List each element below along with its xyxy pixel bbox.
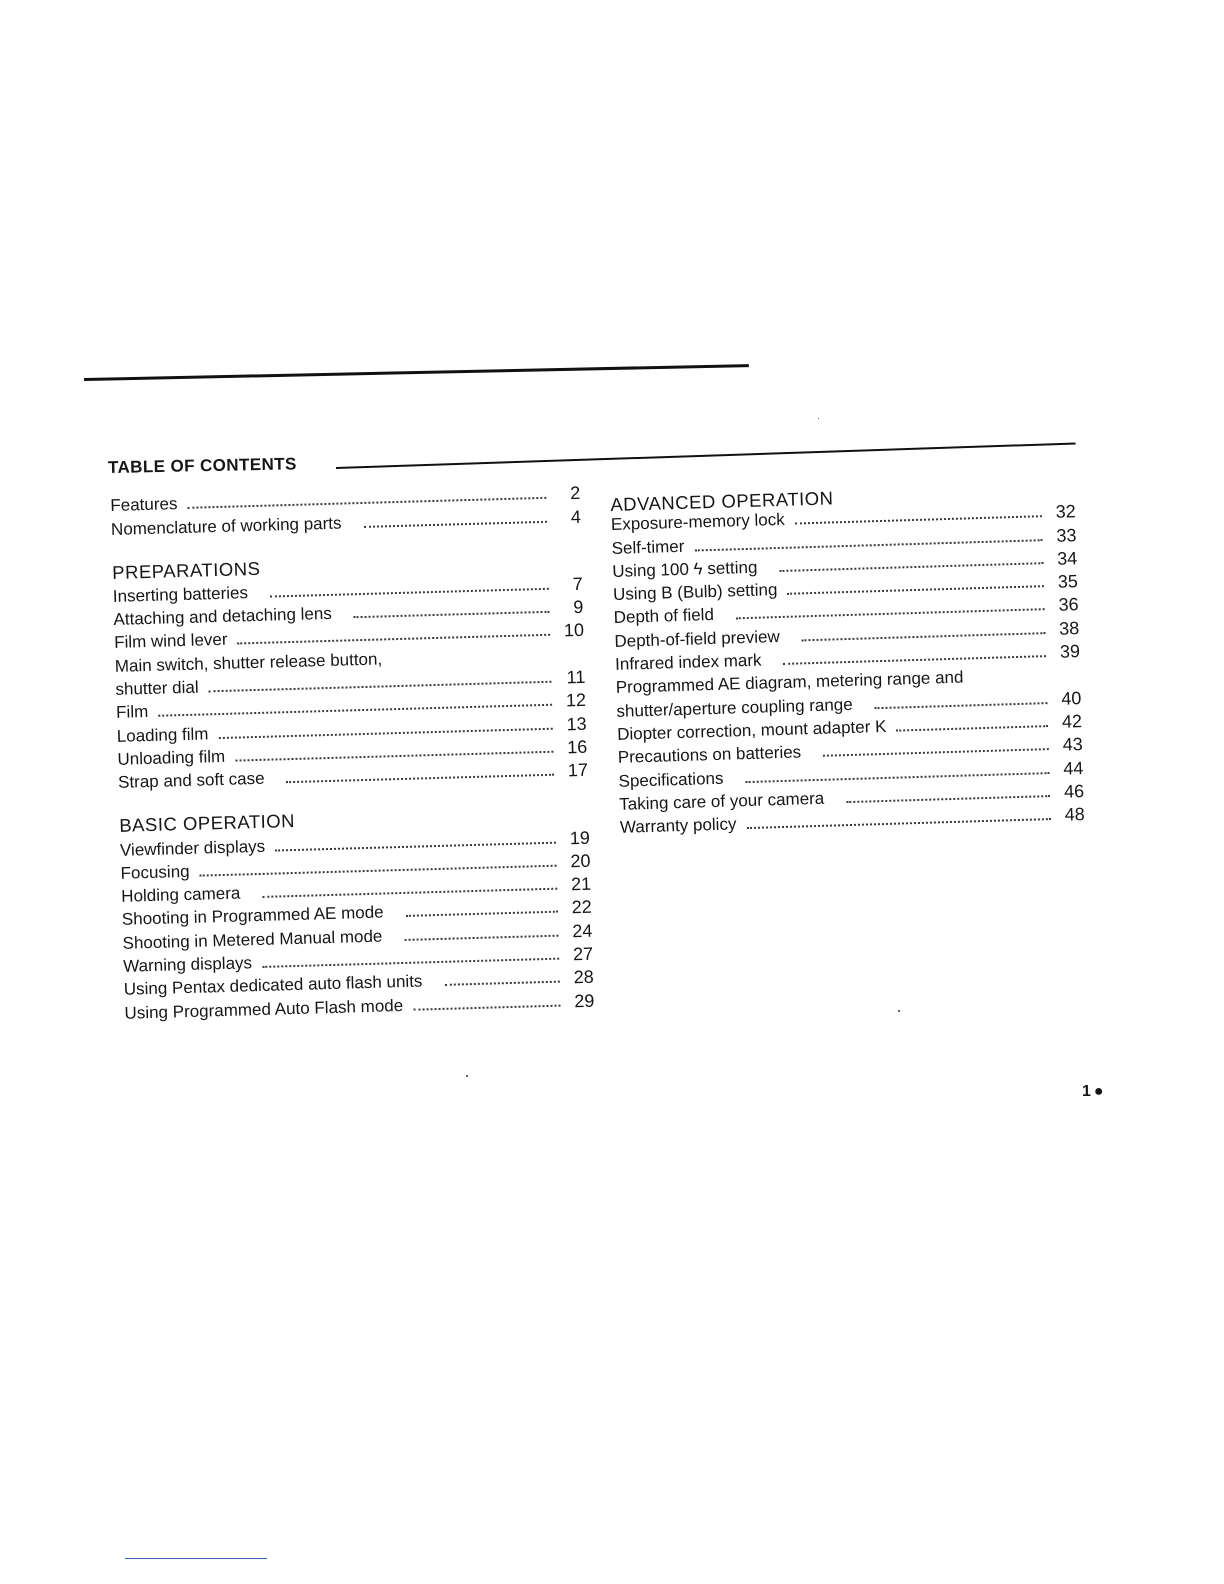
entry-label: shutter/aperture coupling range [616, 694, 853, 721]
entry-page: 17 [567, 760, 589, 781]
toc-left-column [110, 480, 595, 1024]
title-rule [336, 442, 1076, 469]
entry-label: Unloading film [117, 746, 226, 769]
entry-label: shutter dial [115, 677, 199, 699]
dot-leader [875, 700, 1048, 709]
entry-label: Specifications [618, 768, 724, 791]
page-number [1082, 1083, 1104, 1101]
entry-label: Film wind lever [113, 630, 228, 653]
entry-page: 43 [1062, 734, 1083, 755]
bullet-icon: ● [1093, 1083, 1104, 1100]
entry-page: 34 [1056, 548, 1078, 569]
entry-page: 13 [566, 713, 587, 735]
entry-label: Features [110, 494, 178, 516]
entry-label: Self-timer [611, 536, 685, 558]
section-heading-advanced-operation: ADVANCED OPERATION [610, 487, 834, 515]
dot-leader [746, 816, 1050, 829]
entry-page: 40 [1060, 687, 1082, 709]
entry-page: 33 [1056, 524, 1077, 546]
dot-leader [413, 1002, 560, 1010]
dot-leader [404, 932, 558, 940]
entry-label: Using 100 ϟ setting [612, 557, 758, 581]
bottom-edge-line [125, 1558, 267, 1559]
entry-label-line1: Programmed AE diagram, metering range and [615, 667, 964, 698]
entry-page: 42 [1061, 711, 1083, 732]
entry-label: Shooting in Metered Manual mode [122, 926, 383, 953]
entry-page: 28 [573, 967, 594, 988]
entry-label: Depth of field [613, 605, 715, 628]
scan-speck [898, 1010, 900, 1012]
entry-page: 9 [573, 597, 584, 618]
scan-speck [818, 418, 819, 419]
entry-page: 16 [566, 736, 588, 758]
entry-label: Holding camera [121, 883, 241, 906]
dot-leader [354, 609, 550, 618]
entry-label: Using Programmed Auto Flash mode [124, 995, 404, 1023]
entry-page: 36 [1058, 594, 1079, 616]
entry-label: Film [115, 702, 149, 723]
entry-label: Viewfinder displays [119, 836, 266, 860]
entry-page: 20 [570, 850, 591, 872]
entry-page: 44 [1063, 757, 1084, 779]
entry-page: 24 [572, 920, 593, 942]
entry-page: 10 [563, 620, 585, 641]
entry-label: Using B (Bulb) setting [612, 580, 778, 605]
entry-page: 4 [570, 506, 582, 527]
dot-leader [846, 793, 1050, 803]
entry-page: 48 [1064, 804, 1086, 825]
entry-label: Attaching and detaching lens [113, 604, 333, 630]
entry-page: 27 [572, 943, 594, 965]
dot-leader [784, 653, 1047, 665]
entry-page: 12 [565, 690, 587, 711]
entry-page: 11 [566, 666, 586, 688]
entry-label: Nomenclature of working parts [110, 513, 342, 539]
entry-label: Focusing [120, 861, 190, 883]
entry-page: 21 [570, 873, 592, 895]
dot-leader [406, 909, 558, 917]
dot-leader [444, 979, 559, 986]
entry-label: Inserting batteries [112, 583, 249, 606]
toc-title: TABLE OF CONTENTS [107, 454, 297, 477]
entry-label: Shooting in Programmed AE mode [121, 902, 384, 930]
entry-label: Precautions on batteries [617, 742, 802, 768]
entry-page: 2 [569, 483, 581, 504]
entry-label: Diopter correction, mount adapter K [616, 716, 887, 744]
entry-label: Infrared index mark [614, 650, 762, 674]
section-heading-basic-operation: BASIC OPERATION [118, 810, 296, 837]
entry-page: 29 [574, 990, 595, 1011]
entry-page: 39 [1059, 641, 1081, 662]
entry-label: Loading film [116, 724, 209, 746]
entry-label: Exposure-memory lock [610, 510, 786, 535]
top-rule [84, 364, 749, 381]
page-number-value: 1 [1082, 1083, 1091, 1100]
entry-label: Depth-of-field preview [614, 626, 780, 651]
entry-label: Using Pentax dedicated auto flash units [123, 971, 423, 1000]
entry-label: Strap and soft case [117, 769, 265, 793]
entry-label: Taking care of your camera [618, 788, 825, 814]
entry-label: Warning displays [122, 953, 253, 976]
entry-page: 46 [1063, 780, 1085, 802]
entry-label: Warranty policy [619, 814, 737, 838]
entry-page: 32 [1055, 501, 1077, 523]
toc-right-column [610, 478, 1085, 838]
entry-page: 38 [1058, 617, 1080, 639]
entry-page: 19 [569, 827, 591, 848]
dot-leader [363, 518, 546, 527]
scan-speck [466, 1075, 468, 1077]
entry-page: 7 [572, 573, 583, 595]
dot-leader [287, 772, 555, 783]
entry-label-line1: Main switch, shutter release button, [114, 649, 383, 676]
section-heading-preparations: PREPARATIONS [111, 557, 261, 583]
entry-page: 35 [1057, 571, 1079, 592]
dot-leader [896, 723, 1048, 731]
entry-page: 22 [571, 897, 593, 918]
